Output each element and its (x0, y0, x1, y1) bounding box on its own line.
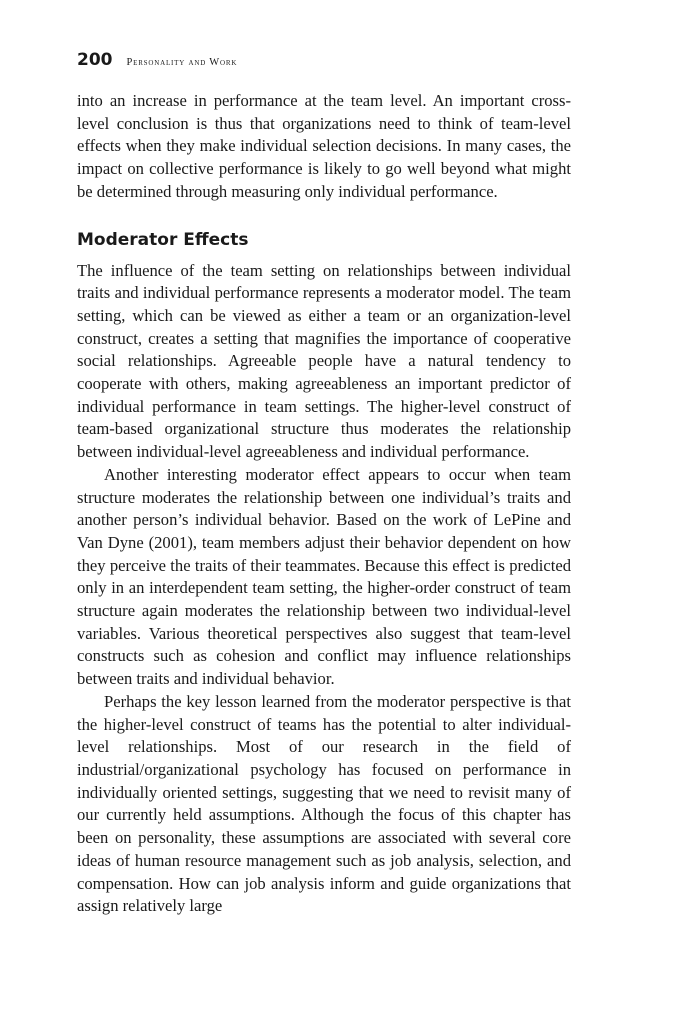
page-number: 200 (77, 50, 113, 70)
intro-paragraph: into an increase in performance at the team level. An important cross-level conclusion is thus that organizations need to think of team-level effects when they make individual selection decisions. In many cases, the impact on collective performance is likely to go well beyond what might be determined through measuring only individual performance. (77, 91, 571, 201)
book-page (77, 50, 571, 918)
running-head (77, 50, 571, 80)
section-heading: Moderator Effects (77, 229, 249, 250)
body-paragraph-2: Another interesting moderator effect appears to occur when team structure moderates the relationship between one individual’s traits and another person’s individual behavior. Based on the work of LePine and Van Dyne (2001), team members adjust their behavior dependent on how they perceive the traits of their teammates. Because this effect is predicted only in an interdependent team setting, the higher-order construct of team structure again moderates the relationship between two individual-level variables. Various theoretical perspectives also suggest that team-level constructs such as cohesion and conflict may influence relationships between traits and individual behavior. (77, 464, 571, 689)
body-paragraph-1: The influence of the team setting on relationships between individual traits and individual performance represents a moderator model. The team setting, which can be viewed as either a team or an organization-level construct, creates a setting that magnifies the importance of cooperative social relationships. Agreeable people have a natural tendency to cooperate with others, making agreeableness an important predictor of individual performance in team settings. The higher-level construct of team-based organizational structure thus moderates the relationship between individual-level agreeableness and individual performance. (77, 260, 571, 462)
body-paragraph-3: Perhaps the key lesson learned from the moderator perspective is that the higher-level construct of teams has the potential to alter individual-level relationships. Most of our research in the field of industrial/organizational psychology has focused on performance in individually oriented settings, suggesting that we need to revisit many of our currently held assumptions. Although the focus of this chapter has been on personality, these assumptions are associated with several core ideas of human resource management such as job analysis, selection, and compensation. How can job analysis inform and guide organizations that assign relatively large (77, 691, 571, 916)
running-title: Personality and Work (126, 57, 238, 68)
